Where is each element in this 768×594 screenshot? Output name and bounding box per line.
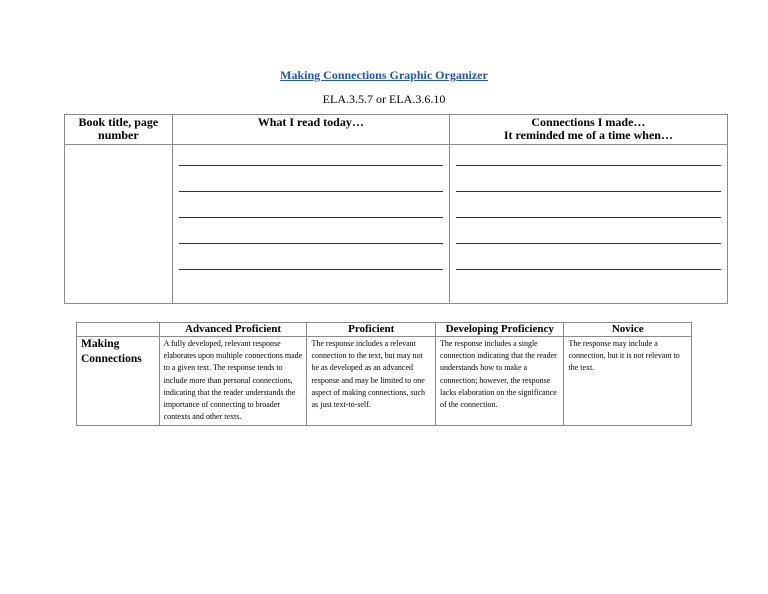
connections-lines — [450, 145, 727, 270]
graphic-organizer-table — [64, 114, 728, 304]
header-what-i-read: What I read today… — [172, 115, 449, 145]
writing-line — [456, 165, 721, 166]
rubric-header-novice: Novice — [564, 323, 692, 337]
rubric-cell-proficient: The response includes a relevant connection to the text, but may not be as developed as an advanced response and may be limited to one aspect of making connections, such as just text-to-self. — [307, 337, 436, 426]
rubric-table — [76, 322, 692, 426]
rubric-header-proficient: Proficient — [307, 323, 436, 337]
what-i-read-lines — [173, 145, 449, 270]
header-connections — [449, 115, 727, 145]
header-book-title: Book title, page number — [65, 115, 173, 145]
writing-line — [179, 269, 443, 270]
rubric-row-label: Making Connections — [77, 337, 160, 426]
standard-code: ELA.3.5.7 or ELA.3.6.10 — [322, 92, 446, 106]
header-connections-line1: Connections I made… — [531, 115, 646, 129]
writing-line — [179, 191, 443, 192]
writing-line — [179, 165, 443, 166]
writing-line — [456, 217, 721, 218]
book-title-cell[interactable] — [65, 145, 173, 304]
rubric-cell-developing: The response includes a single connection indicating that the reader understands how to make a connection; however, the response lacks elaboration on the significance of the connection. — [435, 337, 564, 426]
writing-line — [456, 269, 721, 270]
writing-line — [179, 217, 443, 218]
writing-line — [456, 191, 721, 192]
rubric-cell-advanced: A fully developed, relevant response elaborates upon multiple connections made to a given text. The response tends to include more than personal connections, indicating that the reader understands the importance of connecting to broader contexts and other texts. — [159, 337, 307, 426]
header-connections-line2: It reminded me of a time when… — [503, 128, 673, 142]
rubric-cell-novice: The response may include a connection, but it is not relevant to the text. — [564, 337, 692, 426]
writing-line — [456, 243, 721, 244]
rubric-header-blank — [77, 323, 160, 337]
what-i-read-cell[interactable] — [172, 145, 449, 304]
rubric-header-advanced: Advanced Proficient — [159, 323, 307, 337]
document-title: Making Connections Graphic Organizer — [280, 68, 488, 82]
writing-line — [179, 243, 443, 244]
rubric-header-developing: Developing Proficiency — [435, 323, 564, 337]
connections-cell[interactable] — [449, 145, 727, 304]
